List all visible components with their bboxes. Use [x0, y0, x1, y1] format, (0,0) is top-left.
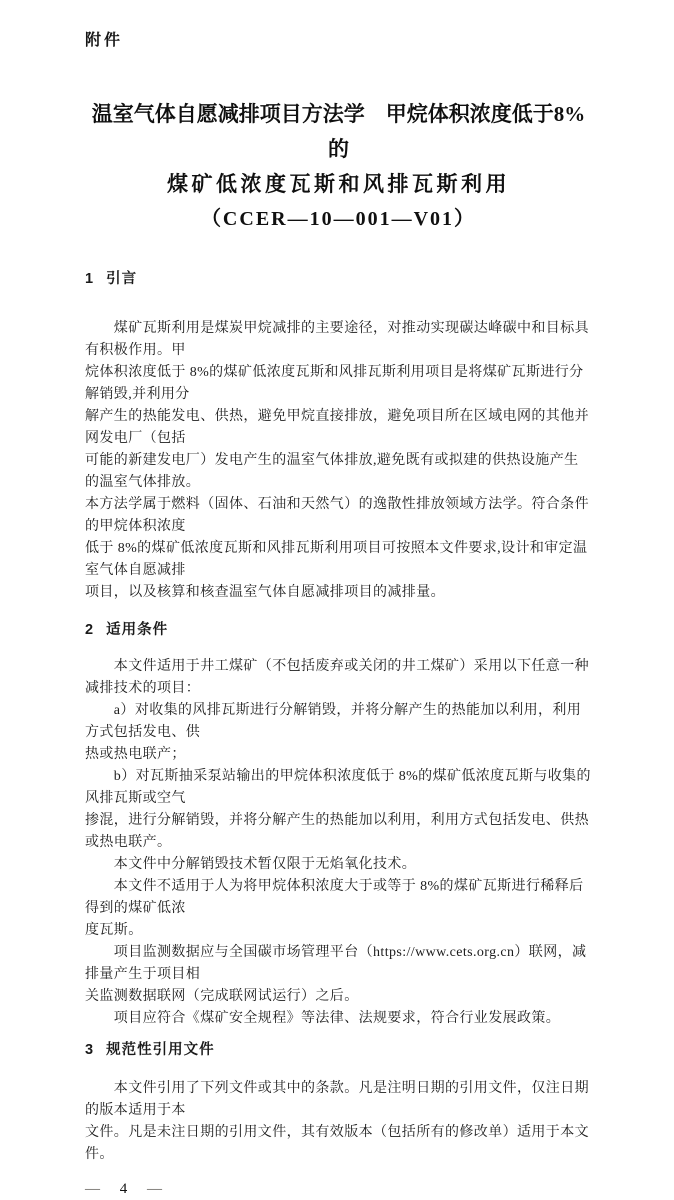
document-sections: [85, 269, 592, 1166]
paragraph: [85, 1008, 592, 1030]
section-number: 1: [85, 271, 94, 287]
paragraph: [85, 318, 592, 604]
text-line: 度瓦斯。: [85, 923, 143, 938]
text-line: 项目应符合《煤矿安全规程》等法律、法规要求，符合行业发展政策。: [85, 1011, 561, 1026]
attachment-label: 附件: [85, 32, 124, 49]
document-title: [85, 97, 592, 237]
text-line: 项目，以及核算和核查温室气体自愿减排项目的减排量。: [85, 585, 445, 600]
section-1: [85, 269, 592, 604]
section-number: 3: [85, 1042, 94, 1058]
section-heading: [85, 269, 592, 289]
text-line: 关监测数据联网（完成联网试运行）之后。: [85, 989, 359, 1004]
section-number: 2: [85, 622, 94, 638]
text-line: 本文件中分解销毁技术暂仅限于无焰氧化技术。: [85, 857, 417, 872]
text-line: 解产生的热能发电、供热，避免甲烷直接排放，避免项目所在区域电网的其他并网发电厂（包括: [85, 409, 589, 446]
text-line: 项目监测数据应与全国碳市场管理平台（https://www.cets.org.cn）联网，减排量产生于项目相: [85, 945, 587, 982]
title-line-1: 温室气体自愿减排项目方法学 甲烷体积浓度低于8%的: [91, 102, 586, 161]
section-2: [85, 620, 592, 1030]
section-title: 引言: [106, 271, 138, 287]
text-line: 可能的新建发电厂）发电产生的温室气体排放,避免既有或拟建的供热设施产生的温室气体排放。: [85, 453, 579, 490]
text-line: a）对收集的风排瓦斯进行分解销毁，并将分解产生的热能加以利用，利用方式包括发电、供: [85, 703, 582, 740]
section-title: 适用条件: [106, 622, 169, 638]
paragraph: [85, 854, 592, 876]
text-line: 本文件引用了下列文件或其中的条款。凡是注明日期的引用文件，仅注日期的版本适用于本: [85, 1081, 589, 1118]
footer-dash-right: —: [147, 1181, 162, 1197]
text-line: 煤矿瓦斯利用是煤炭甲烷减排的主要途径，对推动实现碳达峰碳中和目标具有积极作用。甲: [85, 321, 589, 358]
section-heading: [85, 620, 592, 640]
text-line: 热或热电联产；: [85, 747, 186, 762]
section-title: 规范性引用文件: [106, 1042, 215, 1058]
paragraph: [85, 656, 592, 700]
paragraph: [85, 700, 592, 766]
title-line-2: 煤矿低浓度瓦斯和风排瓦斯利用: [167, 172, 510, 196]
section-3: [85, 1040, 592, 1166]
paragraph: [85, 1078, 592, 1166]
paragraph: [85, 942, 592, 1008]
text-line: 低于 8%的煤矿低浓度瓦斯和风排瓦斯利用项目可按照本文件要求,设计和审定温室气体自愿减排: [85, 541, 588, 578]
footer-dash-left: —: [85, 1181, 100, 1197]
text-line: 掺混，进行分解销毁，并将分解产生的热能加以利用，利用方式包括发电、供热或热电联产。: [85, 813, 589, 850]
title-line-3: （CCER—10—001—V01）: [200, 208, 477, 230]
text-line: 文件。凡是未注日期的引用文件，其有效版本（包括所有的修改单）适用于本文件。: [85, 1125, 589, 1162]
paragraph: [85, 766, 592, 854]
page-number: 4: [119, 1181, 128, 1197]
text-line: 烷体积浓度低于 8%的煤矿低浓度瓦斯和风排瓦斯利用项目是将煤矿瓦斯进行分解销毁,并利用分: [85, 365, 584, 402]
text-line: b）对瓦斯抽采泵站输出的甲烷体积浓度低于 8%的煤矿低浓度瓦斯与收集的风排瓦斯或空气: [85, 769, 591, 806]
text-line: 本文件不适用于人为将甲烷体积浓度大于或等于 8%的煤矿瓦斯进行稀释后得到的煤矿低浓: [85, 879, 584, 916]
paragraph: [85, 876, 592, 942]
section-heading: [85, 1040, 592, 1060]
page-footer: [85, 1178, 592, 1200]
text-line: 本方法学属于燃料（固体、石油和天然气）的逸散性排放领域方法学。符合条件的甲烷体积浓度: [85, 497, 589, 534]
text-line: 本文件适用于井工煤矿（不包括废弃或关闭的井工煤矿）采用以下任意一种减排技术的项目：: [85, 659, 589, 696]
